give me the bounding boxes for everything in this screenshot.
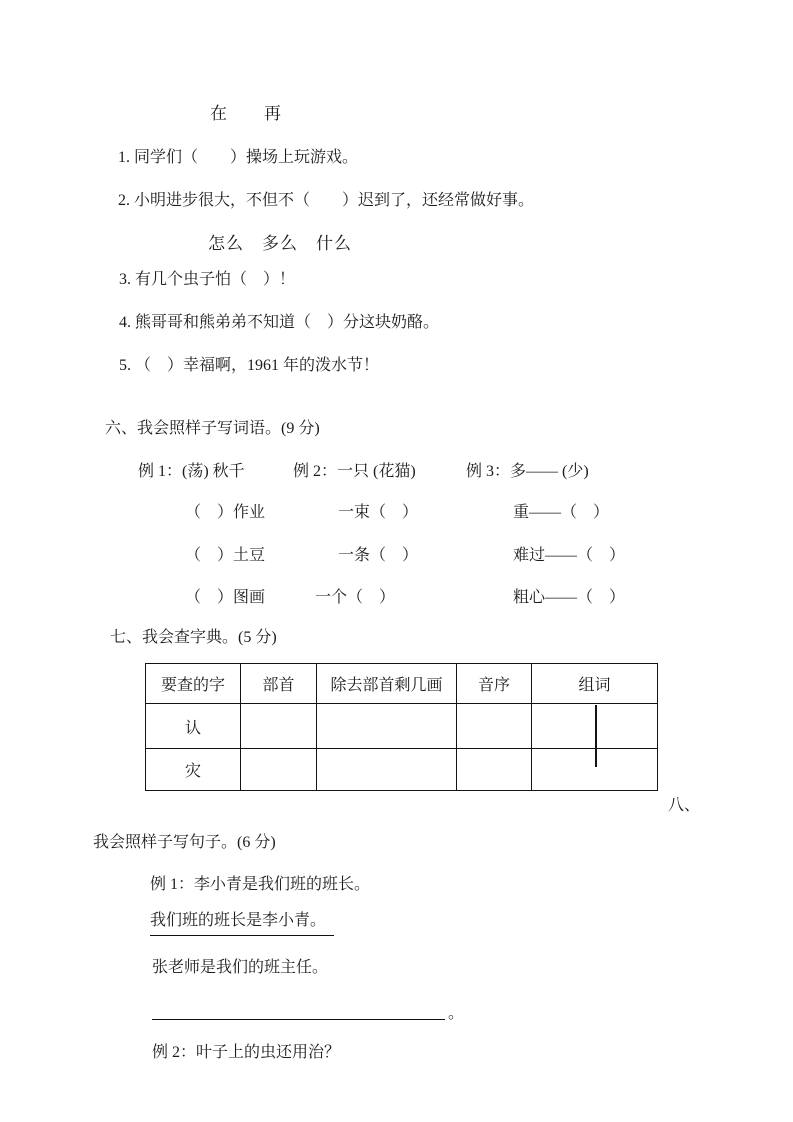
blank-line-period: 。 (448, 1005, 465, 1022)
dictionary-table (145, 663, 658, 791)
section6-cell-r2c1: （ ）土豆 (185, 547, 266, 564)
section6-cell-r2c2: 一条（ ） (338, 547, 419, 564)
section6-example-2: 例 2：一只 (花猫) (293, 463, 416, 480)
table-answer-cell (457, 704, 532, 749)
section6-cell-r3c2: 一个（ ） (315, 589, 396, 606)
table-header-word: 组词 (532, 664, 658, 704)
section6-example-3: 例 3：多—— (少) (466, 463, 589, 480)
table-header-initial: 音序 (457, 664, 532, 704)
table-answer-cell (241, 749, 317, 791)
table-answer-cell (457, 749, 532, 791)
section6-cell-r1c3: 重——（ ） (513, 504, 610, 521)
table-header-radical: 部首 (241, 664, 317, 704)
table-inner-divider-line (595, 705, 597, 767)
fill-item-3: 3. 有几个虫子怕（ ）！ (119, 271, 296, 288)
section6-cell-r3c1: （ ）图画 (185, 589, 266, 606)
fill-item-5: 5. （ ）幸福啊，1961 年的泼水节！ (119, 357, 380, 374)
table-header-char: 要查的字 (146, 664, 241, 704)
fill-item-4: 4. 熊哥哥和熊弟弟不知道（ ）分这块奶酪。 (119, 314, 440, 331)
section6-example-1: 例 1：(荡) 秋千 (138, 463, 245, 480)
fill-item-1: 1. 同学们（ ）操场上玩游戏。 (118, 149, 359, 166)
section6-title: 六、我会照样子写词语。(9 分) (105, 420, 320, 437)
section6-cell-r3c3: 粗心——（ ） (513, 589, 626, 606)
section8-prompt1: 张老师是我们的班主任。 (152, 959, 329, 976)
section7-title: 七、我会查字典。(5 分) (110, 629, 277, 646)
answer-blank-line (152, 999, 445, 1020)
table-answer-cell (317, 749, 457, 791)
section6-cell-r1c2: 一束（ ） (338, 504, 419, 521)
table-answer-cell (241, 704, 317, 749)
section8-number: 八、 (668, 797, 701, 814)
section8-example1-answer: 我们班的班长是李小青。 (150, 911, 334, 936)
table-header-strokes: 除去部首剩几画 (317, 664, 457, 704)
table-char-cell: 认 (146, 704, 241, 749)
table-char-cell: 灾 (146, 749, 241, 791)
fill-item-2: 2. 小明进步很大，不但不（ ）迟到了，还经常做好事。 (118, 192, 535, 209)
table-answer-cell (317, 704, 457, 749)
section6-cell-r1c1: （ ）作业 (185, 504, 266, 521)
word-bank-zai: 在 再 (210, 104, 282, 123)
section6-cell-r2c3: 难过——（ ） (513, 547, 626, 564)
word-bank-zenme: 怎么 多么 什么 (208, 234, 352, 253)
section8-example2: 例 2：叶子上的虫还用治？ (152, 1044, 341, 1061)
section8-example1: 例 1：李小青是我们班的班长。 (150, 876, 371, 893)
section8-title: 我会照样子写句子。(6 分) (93, 834, 276, 851)
